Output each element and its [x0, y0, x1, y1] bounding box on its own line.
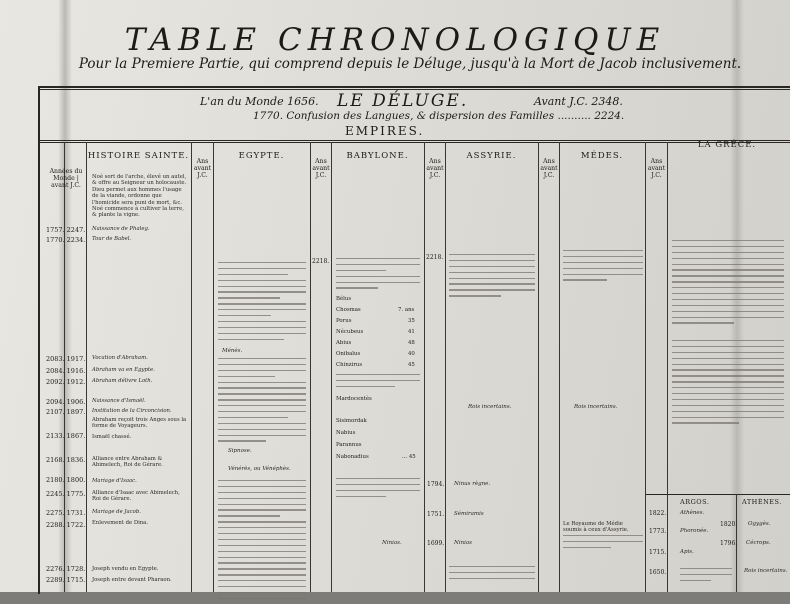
babylone-king: Onibalus	[336, 351, 361, 357]
babylone-text-block	[336, 258, 420, 293]
page-subtitle: Pour la Premiere Partie, qui comprend depuis le Déluge, jusqu'à la Mort de Jacob inclusivement.	[78, 56, 742, 72]
assyrie-note: Ninus règne.	[454, 481, 491, 487]
page-title: TABLE CHRONOLOGIQUE	[124, 22, 666, 58]
babylone-king: Nabonadius	[336, 454, 369, 460]
babylone-years: 35	[408, 318, 415, 324]
babylone-king: Abius	[336, 340, 352, 346]
babylone-text-block	[336, 478, 420, 502]
histoire-entry: Noé sort de l'arche, élevé un autel, & offre au Seigneur un holocauste. Dieu permet aux hommes l'usage de la viande, ordonne que l'homicide sera puni de mort, &c.	[92, 174, 187, 206]
histoire-entry: Enlevement de Dina.	[92, 520, 149, 526]
heading-line2: 1770. Confusion des Langues, & dispersion des Familles .......... 2224.	[253, 110, 625, 122]
heading-left: L'an du Monde 1656.	[200, 95, 319, 108]
column-divider	[424, 142, 425, 592]
babylone-year: 2218.	[312, 258, 330, 265]
column-divider	[191, 142, 192, 592]
histoire-entry: Mariage d'Isaac.	[92, 478, 137, 484]
histoire-entry: Institution de la Circoncision.	[92, 408, 172, 414]
avant-label: Ans avant J.C.	[426, 158, 444, 179]
babylone-king: Mardocentès	[336, 396, 372, 402]
histoire-entry: Vocation d'Abraham.	[92, 355, 148, 361]
grece-section-athenes: ATHÈNES.	[742, 498, 782, 506]
column-egypte: EGYPTE.	[238, 151, 285, 161]
year-row: 1757. 2247.	[46, 226, 86, 234]
year-row: 2275. 1731.	[46, 509, 86, 517]
column-babylone: BABYLONE.	[346, 151, 409, 161]
column-divider	[538, 142, 539, 592]
babylone-king: Sisimordak	[336, 418, 367, 424]
column-divider	[213, 142, 214, 592]
babylone-king: Bélus	[336, 296, 352, 302]
year-row: 2133. 1867.	[46, 432, 86, 440]
histoire-entry: Mariage de Jacob.	[92, 509, 141, 515]
column-histoire-sainte: HISTOIRE SAINTE.	[87, 151, 190, 161]
medes-text-block	[563, 535, 643, 553]
medes-text-block	[563, 250, 643, 285]
histoire-entry: Abraham va en Egypte.	[92, 367, 155, 373]
assyrie-text-block	[449, 566, 535, 584]
column-divider	[310, 142, 311, 592]
year-row: 2092. 1912.	[46, 378, 86, 386]
babylone-king: Chosmas	[336, 307, 361, 313]
column-divider	[331, 142, 332, 592]
grece-date: 1650.	[649, 569, 667, 576]
empires-label: EMPIRES.	[345, 124, 425, 138]
babylone-years: 40	[408, 351, 415, 357]
grece-text-block	[672, 340, 784, 428]
year-row: 2289. 1715.	[46, 576, 86, 584]
egypte-king: Sipnose.	[228, 448, 252, 454]
babylone-king: Nécubeus	[336, 329, 364, 335]
histoire-entry: Abraham reçoit trois Anges sous la forme de Voyageurs.	[92, 417, 187, 430]
column-divider	[645, 142, 646, 592]
avant-label: Ans avant J.C.	[647, 158, 666, 179]
year-row: 2107. 1897.	[46, 408, 86, 416]
grece-note: Rois incertains.	[744, 568, 788, 574]
grece-date: 1820.	[720, 521, 738, 528]
heading-title: LE DÉLUGE.	[337, 91, 469, 111]
column-assyrie: ASSYRIE.	[466, 151, 517, 161]
babylone-years: 45	[408, 362, 415, 368]
grece-note: Cécrops.	[746, 540, 771, 546]
column-medes: MÉDES.	[580, 151, 624, 161]
babylone-king: Nabius	[336, 430, 356, 436]
grece-text-block	[680, 568, 732, 586]
grece-date: 1796.	[720, 540, 738, 547]
histoire-entry: Naissance d'Ismaël.	[92, 398, 146, 404]
column-divider	[445, 142, 446, 592]
year-row: 2245. 1775.	[46, 490, 86, 498]
histoire-entry: Noé commence à cultiver la terre, & plante la vigne.	[92, 206, 184, 219]
histoire-entry: Joseph vendu en Egypte.	[92, 566, 159, 572]
histoire-entry: Abraham délivre Loth.	[92, 378, 153, 384]
assyrie-date: 1751.	[427, 511, 445, 518]
babylone-years: 41	[408, 329, 415, 335]
histoire-entry: Tour de Babel.	[92, 236, 132, 242]
column-divider	[667, 142, 668, 592]
year-columns-header: Années du Monde | avant J.C.	[49, 168, 83, 189]
year-row: 2084. 1916.	[46, 367, 86, 375]
babylone-note: Ninias.	[382, 540, 402, 546]
grece-date: 1773.	[649, 528, 667, 535]
histoire-entry: Alliance d'Isaac avec Abimelech, Roi de Gérare.	[92, 490, 180, 503]
egypte-text-block	[218, 358, 306, 446]
babylone-king: Porus	[336, 318, 352, 324]
babylone-king: Chinzirus	[336, 362, 363, 368]
egypte-text-block	[218, 262, 306, 344]
babylone-king: Parannus	[336, 442, 362, 448]
histoire-entry: Joseph entre devant Pharaon.	[92, 577, 172, 583]
babylone-text-block	[336, 374, 420, 392]
grece-date: 1715.	[649, 549, 667, 556]
histoire-entry: Alliance entre Abraham & Abimelech, Roi de Gérare.	[92, 456, 163, 469]
avant-label: Ans avant J.C.	[193, 158, 212, 179]
assyrie-text-block	[449, 254, 535, 301]
grece-section-argos: ARGOS.	[680, 498, 710, 506]
grece-note: Ogygès.	[748, 521, 771, 527]
assyrie-year: 2218.	[426, 254, 444, 261]
grece-note: Apis.	[680, 549, 694, 555]
assyrie-date: 1794.	[427, 481, 445, 488]
grece-date: 1822.	[649, 510, 667, 517]
year-row: 2168. 1836.	[46, 456, 86, 464]
babylone-years: 7. ans	[398, 307, 415, 313]
assyrie-note: Rois incertains.	[468, 404, 512, 410]
medes-note: Le Royaume de Médie soumis à ceux d'Assyrie.	[563, 521, 629, 534]
column-divider	[86, 142, 87, 592]
column-grece: LA GRÉCE.	[697, 140, 757, 150]
babylone-years: ... 45	[402, 454, 416, 460]
year-row: 2180. 1800.	[46, 476, 86, 484]
assyrie-note: Sémiramis	[454, 511, 484, 517]
grece-note: Phoronée.	[680, 528, 709, 534]
assyrie-date: 1699.	[427, 540, 445, 547]
egypte-king: Vénérès, ou Vénéphès.	[228, 466, 291, 472]
year-row: 2276. 1728.	[46, 565, 86, 573]
egypte-text-block	[218, 480, 306, 604]
year-row: 1770. 2234.	[46, 236, 86, 244]
avant-label: Ans avant J.C.	[540, 158, 558, 179]
medes-note: Rois incertains.	[574, 404, 618, 410]
heading-right: Avant J.C. 2348.	[534, 95, 623, 108]
egypte-king: Ménès.	[222, 348, 243, 354]
histoire-entry: Ismaël chassé.	[92, 434, 132, 440]
babylone-years: 48	[408, 340, 415, 346]
grece-text-block	[672, 240, 784, 328]
avant-label: Ans avant J.C.	[312, 158, 330, 179]
year-row: 2083. 1917.	[46, 355, 86, 363]
year-row: 2288. 1722.	[46, 521, 86, 529]
frame-inner-rule	[40, 89, 790, 90]
grece-section-rule	[646, 494, 790, 495]
year-row: 2094. 1906.	[46, 398, 86, 406]
grece-note: Athènes.	[680, 510, 705, 516]
assyrie-note: Ninias	[454, 540, 472, 546]
column-divider	[559, 142, 560, 592]
histoire-entry: Naissance de Phaleg.	[92, 226, 150, 232]
